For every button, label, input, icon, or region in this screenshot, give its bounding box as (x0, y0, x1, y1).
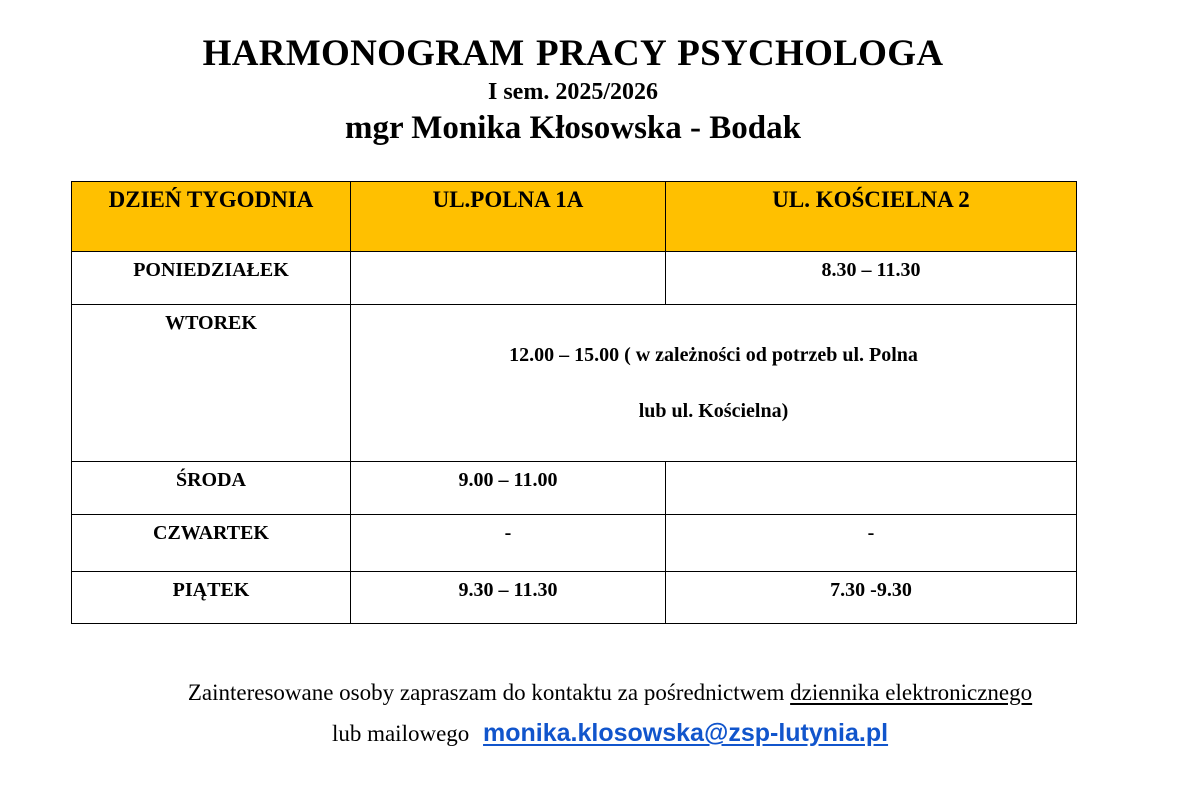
day-cell: CZWARTEK (72, 515, 351, 572)
koscielna-cell: 8.30 – 11.30 (666, 252, 1077, 305)
table-row (72, 305, 1077, 462)
koscielna-cell: - (666, 515, 1077, 572)
day-cell: PIĄTEK (72, 572, 351, 624)
author-name: mgr Monika Kłosowska - Bodak (345, 110, 801, 146)
e-journal-link[interactable]: dziennika elektronicznego (790, 680, 1033, 705)
contact-text: Zainteresowane osoby zapraszam do kontaktu za pośrednictwem (187, 680, 791, 705)
contact-paragraph (0, 680, 1190, 706)
polna-cell: 9.00 – 11.00 (351, 462, 666, 515)
semester-label: I sem. 2025/2026 (488, 79, 658, 105)
koscielna-cell: 7.30 -9.30 (666, 572, 1077, 624)
merged-hours-cell (351, 305, 1077, 462)
table-row (72, 252, 1077, 305)
email-paragraph (0, 719, 1190, 748)
polna-cell (351, 252, 666, 305)
day-cell: ŚRODA (72, 462, 351, 515)
schedule-table (71, 181, 1077, 624)
email-intro-text: lub mailowego (331, 721, 476, 746)
merged-hours-line1: 12.00 – 15.00 ( w zależności od potrzeb ul. Polna (509, 344, 918, 366)
document-title: HARMONOGRAM PRACY PSYCHOLOGA (202, 33, 944, 74)
polna-cell: - (351, 515, 666, 572)
header-day: DZIEŃ TYGODNIA (72, 182, 351, 252)
day-cell: WTOREK (72, 305, 351, 462)
header-polna: UL.POLNA 1A (351, 182, 666, 252)
table-row (72, 462, 1077, 515)
table-header-row (72, 182, 1077, 252)
merged-hours-line2: lub ul. Kościelna) (638, 400, 789, 422)
table-row (72, 572, 1077, 624)
header-koscielna: UL. KOŚCIELNA 2 (666, 182, 1077, 252)
table-row (72, 515, 1077, 572)
polna-cell: 9.30 – 11.30 (351, 572, 666, 624)
koscielna-cell (666, 462, 1077, 515)
day-cell: PONIEDZIAŁEK (72, 252, 351, 305)
email-link[interactable]: monika.klosowska@zsp-lutynia.pl (483, 719, 889, 747)
